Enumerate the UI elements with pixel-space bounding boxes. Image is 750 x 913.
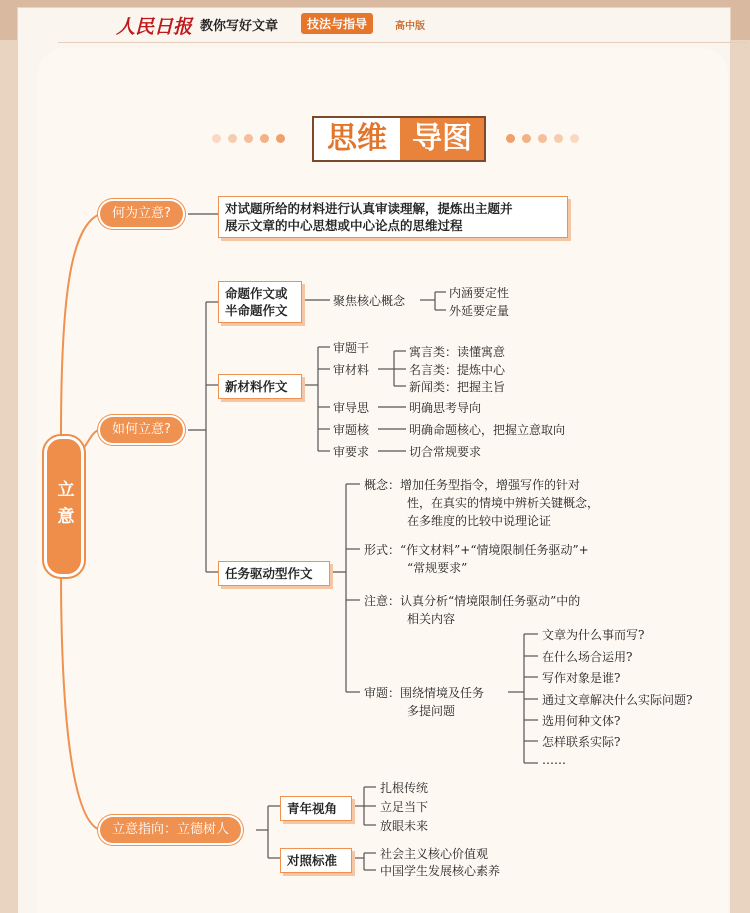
youth-leaf: 扎根传统 <box>380 781 429 795</box>
decor-dot <box>570 134 579 143</box>
review-line-2: 多提问题 <box>407 704 456 718</box>
page-title <box>312 116 486 162</box>
title-right: 导图 <box>400 118 484 160</box>
branch-how-lizhi: 如何立意? <box>100 417 183 443</box>
task-driven-box: 任务驱动型作文 <box>218 561 330 586</box>
decor-dot <box>260 134 269 143</box>
question-item: 选用何种文体? <box>542 714 621 728</box>
question-item: 怎样联系实际? <box>542 735 621 749</box>
fable-leaf: 寓言类：读懂寓意 <box>409 345 506 359</box>
decor-dot <box>276 134 285 143</box>
concept-line-3: 在多维度的比较中说理论证 <box>407 514 552 528</box>
series-title: 教你写好文章 <box>200 19 279 34</box>
definition-box <box>218 196 568 238</box>
standard-leaf: 中国学生发展核心素养 <box>380 864 501 878</box>
concept-line-2: 性，在真实的情境中辨析关键概念， <box>407 496 600 510</box>
decor-dot <box>538 134 547 143</box>
review-stem: 审题干 <box>333 341 370 355</box>
definition-line-1: 对试题所给的材料进行认真审读理解，提炼出主题并 <box>225 201 513 216</box>
topic-essay-line-1: 命题作文或 <box>225 286 288 301</box>
youth-view-box: 青年视角 <box>280 796 352 821</box>
title-left: 思维 <box>314 118 400 160</box>
new-material-box: 新材料作文 <box>218 374 302 399</box>
decor-dot <box>228 134 237 143</box>
newspaper-logo: 人民日报 <box>116 16 193 38</box>
edition-label: 高中版 <box>395 21 425 32</box>
requirement-leaf: 切合常规要求 <box>409 445 482 459</box>
decor-dot <box>244 134 253 143</box>
decor-dot <box>522 134 531 143</box>
topic-essay-line-2: 半命题作文 <box>225 303 288 318</box>
note-line-1: 注意：认真分析“情境限制任务驱动”中的 <box>364 594 581 608</box>
youth-leaf: 放眼未来 <box>380 819 429 833</box>
review-material: 审材料 <box>333 363 370 377</box>
question-item: 在什么场合运用? <box>542 650 633 664</box>
guidance-leaf: 明确思考导向 <box>409 401 482 415</box>
review-line-1: 审题：围绕情境及任务 <box>364 686 485 700</box>
focus-core-concept: 聚焦核心概念 <box>333 294 406 308</box>
decor-dot <box>212 134 221 143</box>
standard-box: 对照标准 <box>280 848 352 873</box>
question-item: 文章为什么事而写? <box>542 628 645 642</box>
question-item: 写作对象是谁? <box>542 671 621 685</box>
decor-dot <box>554 134 563 143</box>
news-leaf: 新闻类：把握主旨 <box>409 380 506 394</box>
review-guidance: 审导思 <box>333 401 370 415</box>
topic-essay-box <box>218 281 302 323</box>
extension-leaf: 外延要定量 <box>449 304 510 318</box>
question-item: 通过文章解决什么实际问题? <box>542 693 693 707</box>
branch-what-is-lizhi: 何为立意? <box>100 201 183 227</box>
section-tag: 技法与指导 <box>301 13 373 34</box>
review-core: 审题核 <box>333 423 370 437</box>
quote-leaf: 名言类：提炼中心 <box>409 363 506 377</box>
note-line-2: 相关内容 <box>407 612 456 626</box>
decor-dot <box>506 134 515 143</box>
branch-direction: 立意指向：立德树人 <box>100 817 241 843</box>
question-item: …… <box>542 753 566 767</box>
standard-leaf: 社会主义核心价值观 <box>380 847 489 861</box>
core-leaf: 明确命题核心，把握立意取向 <box>409 423 566 437</box>
youth-leaf: 立足当下 <box>380 800 429 814</box>
review-requirement: 审要求 <box>333 445 370 459</box>
form-line-2: “常规要求” <box>407 561 468 575</box>
definition-line-2: 展示文章的中心思想或中心论点的思维过程 <box>225 218 463 233</box>
root-node: 立意 <box>44 436 84 577</box>
concept-line-1: 概念：增加任务型指令，增强写作的针对 <box>364 478 581 492</box>
form-line-1: 形式：“作文材料”+“情境限制任务驱动”+ <box>364 543 589 557</box>
connotation-leaf: 内涵要定性 <box>449 286 510 300</box>
